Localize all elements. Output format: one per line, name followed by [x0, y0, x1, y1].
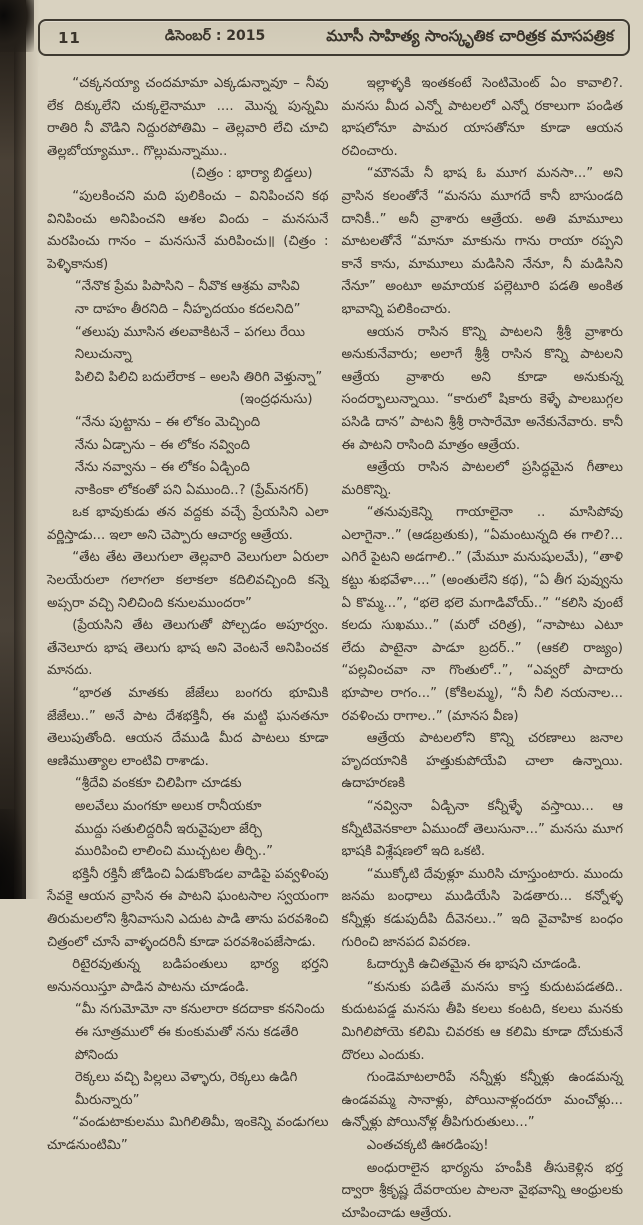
text-block: గుండెమాటలారిపే నన్నీళ్లు కన్నీళ్లు ఉండమన్న ఉండవమ్మ సానాళ్లు, పోయినాళ్లందరూ మంచోళ్లు... ఉన్నోళ్లు పోయినోళ్ల తీపిగురుతులు...”: [342, 1067, 624, 1135]
text-block: “శ్రీదేవి వంకకూ చిలిపిగా చూడకు: [75, 773, 329, 796]
text-block: “చక్కనయ్యా చందమామా ఎక్కడున్నావూ – నీవు లేక దిక్కులేని చుక్కలైనామూ .... మొన్న పున్నమి రాతిరి నీ వొడిని నిద్దురపోతిమి – తెల్లవారి లేచి చూచి తెల్లబోయ్యామూ.. గొల్లుమన్నాము..: [47, 73, 329, 163]
text-block: “ముక్కోటి దేవుళ్లూ మురిసి చూస్తుంటారు. ముందు జనమ బంధాలు ముడియేసి పెడతారు... కన్నోళ్ళ కన్నీళ్లు కడుపుదీపి దీవెనలు..” ఇది వైవాహిక బంధం గురించి జానపద వివరణ.: [342, 864, 624, 954]
scan-corner-dark-patch: [0, 0, 34, 52]
spine-gradient: [14, 0, 40, 899]
text-block: పిలిచి పిలిచి బదులేరాక – అలసి తిరిగి వెళ్తున్నా”: [75, 367, 329, 390]
text-block: “తేట తేట తెలుగులా తెల్లవారి వెలుగులా ఏరులా సెలయేరులా గలాగలా కలాకలా కదిలివచ్చింది కన్నె అప్సరా వచ్చి నిలిచింది కనులముందరా”: [47, 547, 329, 615]
text-block: రెక్కలు వచ్చి పిల్లలు వెళ్ళారు, రెక్కలు ఉడిగి మీరున్నారు”: [75, 1067, 329, 1112]
text-block: (ప్రేయసిని తేట తెలుగుతో పోల్చడం అపూర్వం. తేనెలూరు భాష తెలుగు భాష అని వెంటనే అనిపించక మానదు.: [47, 615, 329, 683]
text-block: (ఇంద్రధనుసు): [47, 389, 329, 412]
issue-date: డిసెంబర్ : 2015: [165, 28, 265, 47]
magazine-title: మూసీ సాహిత్య సాంస్కృతిక చారిత్రక మాసపత్రిక: [265, 27, 614, 49]
text-block: నేను ఏడ్చాను – ఈ లోకం నవ్వింది: [75, 435, 329, 458]
text-block: “పులకించని మది పులికించు – వినిపించని కథ వినిపించు అనిపించని ఆశల విందు – మనసునే మరపించు గానం – మనసునే మరిపించు॥ (చిత్రం : పెళ్ళికానుక): [47, 186, 329, 276]
left-column: [47, 73, 329, 863]
text-block: “నేను పుట్టాను – ఈ లోకం మెచ్చింది: [75, 412, 329, 435]
text-block: నాకింకా లోకంతో పని ఏముంది..? (ప్రేమ్‌నగర్): [75, 480, 329, 503]
text-block: భక్తినీ రక్తినీ జోడించి ఏడుకొండల వాడిపై పవ్వళింపు సేవకై ఆయన వ్రాసిన ఈ పాటని ఘంటసాల స్వయంగా తిరుమలలోని శ్రీనివాసుని ఎదుట పాడి తాను పరవశించి చిత్రంలో చూసే వాళ్ళందరినీ కూడా పరవశింపజేసాడు.: [47, 864, 329, 954]
text-block: మురిపించి లాలించి ముచ్చటల తీర్చి..”: [75, 841, 329, 864]
text-block: అలవేలు మంగకూ అలుక రానీయకూ: [75, 796, 329, 819]
text-block: “కునుకు పడితే మనసు కాస్త కుదుటపడతది.. కుదుటపడ్డ మనసు తీపి కలలు కంటది, కలలు మనకు మిగిలిపోయె కలిమి చివరకు ఆ కలిమి కూడా దోచుకునే దొరలు ఎందుకు.: [342, 977, 624, 1067]
text-block: “మౌనమే నీ భాష ఓ మూగ మనసా...” అని వ్రాసిన కలంతోనే “మనసు మూగదే కానీ బాసుండది దానికీ..” అనీ వ్రాశారు ఆత్రేయ. అతి మామూలు మాటలతోనే “మానూ మాకును గాను రాయా రప్పని కానే కాను, మామూలు మడిసిని నేనూ, నీ మడిసిని నేనూ” అంటూ అమాయక పల్లెటూరి పడతి అంకిత భావాన్ని పలికించారు.: [342, 163, 624, 321]
page-number: 11: [58, 29, 81, 47]
text-block: (చిత్రం : భార్యా బిడ్డలు): [47, 163, 329, 186]
text-block: ఆత్రేయ పాటలలోని కొన్ని చరణాలు జనాల హృదయానికి హత్తుకుపోయేవి చాలా ఉన్నాయి. ఉదాహరణకి: [342, 728, 624, 796]
text-block: “తనువుకెన్ని గాయాలైనా .. మాసిపోవు ఎలాగైనా..” (ఆడబ్రతుకు), “ఏమంటున్నది ఈ గాలి?... ఎగిరే పైటని అడగాలి..” (మేమూ మనుషులమే), “తాళి కట్టు శుభవేళా....” (అంతులేని కథ), “ఏ తీగ పువ్వును ఏ కొమ్మ...”, “భలె భలె మగాడివోయ్..” “కలిసి వుంటే కలదు సుఖము..” (మరో చరిత్ర), “నాపాటు ఎటూ లేదు పాటైనా పాడూ బ్రదర్..” (ఆకలి రాజ్యం) “పల్లవించవా నా గొంతులో..”, “ఎవ్వరో పాదారు భూపాల రాగం...” (కోకిలమ్మ), “నీ నీలి నయనాల... రవళించు రాగాల..” (మానస వీణ): [342, 502, 624, 728]
text-block: ఎంతచక్కటి ఊరడింపు!: [342, 1135, 624, 1158]
text-block: “నవ్వినా ఏడ్చినా కన్నీళ్ళే వస్తాయి... ఆ కన్నీటివెనకాలా ఏముందో తెలుసునా...” మనసు మూగ భాషకి విశ్లేషణలో ఇది ఒకటి.: [342, 796, 624, 864]
page-header-bar: [38, 19, 630, 56]
text-block: ఇల్లాళ్ళకి ఇంతకంటే సెంటిమెంట్ ఏం కావాలి?. మనసు మీద ఎన్నో పాటలలో ఎన్నో రకాలుగా పండిత భాషలోనూ పామర యాసతోనూ కూడా ఆయన రచించారు.: [342, 73, 624, 163]
scan-edge-shadow: [0, 0, 643, 10]
text-block: ఆయన రాసిన కొన్ని పాటలని శ్రీశ్రీ వ్రాశారు అనుకునేవారు; అలాగే శ్రీశ్రీ రాసిన కొన్ని పాటలని ఆత్రేయ వ్రాశారు అని కూడా అనుకున్న సందర్భాలున్నాయి. “కారులో షికారు కెళ్ళే పాలబుగ్గల పసిడి దాన” పాటని శ్రీశ్రీ రాసారేమో అనేకునేవారు. కానీ ఈ పాటని రాసింది మాత్రం ఆత్రేయ.: [342, 322, 624, 458]
text-block: అంధురాలైన భార్యను హంపీకి తీసుకెళ్లిన భర్త ద్వారా శ్రీకృష్ణ దేవరాయల పాలనా వైభవాన్ని ఆంధ్రులకు చూపించాడు ఆత్రేయ.: [342, 1158, 624, 1225]
text-block: నేను నవ్వాను – ఈ లోకం ఏడ్చింది: [75, 457, 329, 480]
text-block: ఈ సూత్రములో ఈ కుంకుమతో నను కడతేరి పోనిందు: [75, 1022, 329, 1067]
text-block: “తలుపు మూసిన తలవాకిటనే – పగలు రేయి నిలుచున్నా: [75, 322, 329, 367]
text-block: ముద్దు సతులిద్దరినీ ఇరువైపులా జేర్చి: [75, 819, 329, 842]
text-block: “నేనొక ప్రేమ పిపాసిని – నీవొక ఆశ్రమ వాసివి: [75, 276, 329, 299]
article-body-frame: [38, 66, 629, 863]
text-block: రిటైరవుతున్న బడిపంతులు భార్య భర్తని అనునయిస్తూ పాడిన పాటను చూడండి.: [47, 954, 329, 999]
text-block: ఆత్రేయ రాసిన పాటలలో ప్రసిద్ధమైన గీతాలు మరికొన్ని.: [342, 457, 624, 502]
text-block: “మీ నగుమోమో నా కనులారా కదదాకా కననిందు: [75, 999, 329, 1022]
right-column: [342, 73, 624, 863]
text-block: నా దాహం తీరనిది – నీహృదయం కదలనిది”: [75, 299, 329, 322]
scan-corner-dark-patch-bottom: [0, 809, 22, 899]
text-block: ఒక భావుకుడు తన వద్దకు వచ్చే ప్రేయసిని ఎలా వర్ణిస్తాడు... ఇలా అని చెప్పారు ఆచార్య ఆత్రేయ.: [47, 502, 329, 547]
text-block: ఓదార్పుకి ఉచితమైన ఈ భాషని చూడండి.: [342, 954, 624, 977]
text-block: “వండుటాకులము మిగిలితిమీ, ఇంకెన్ని వండుగలు చూడనుంటిమి”: [47, 1112, 329, 1157]
text-block: “భారత మాతకు జేజేలు బంగరు భూమికి జేజేలు..” అనే పాట దేశభక్తినీ, ఈ మట్టి ఘనతనూ తెలుపుతోంది. ఆయన దేముడి మీద పాటలు కూడా ఆణిముత్యాల లాంటివి రాశాడు.: [47, 683, 329, 773]
